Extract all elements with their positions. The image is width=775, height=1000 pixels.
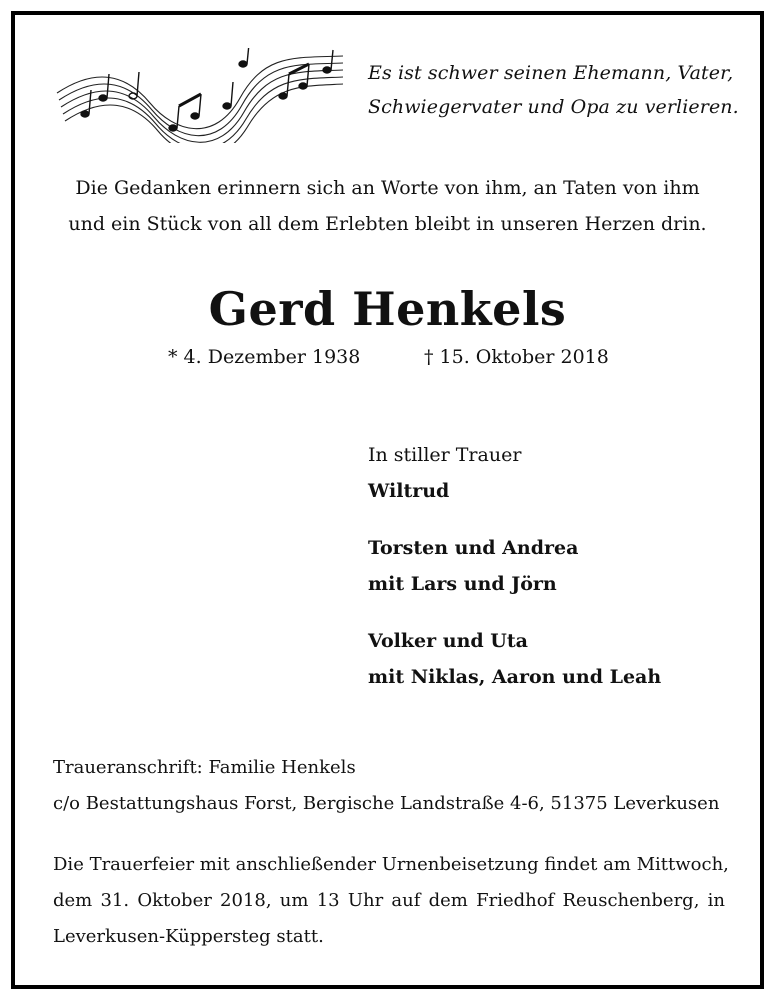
address-line-2: c/o Bestattungshaus Forst, Bergische Landstraße 4-6, 51375 Leverkusen [53, 793, 720, 814]
mourning-address [53, 750, 719, 822]
ceremony-line-2: dem 31. Oktober 2018, um 13 Uhr auf dem Friedhof Reuschenberg, in [53, 890, 725, 911]
mourner-line: Wiltrud [368, 480, 450, 502]
mourners-list [368, 441, 661, 699]
address-line-1: Traueranschrift: Familie Henkels [53, 757, 356, 778]
mourner-line: mit Niklas, Aaron und Leah [368, 666, 662, 688]
ceremony-line-1: Die Trauerfeier mit anschließender Urnenbeisetzung findet am Mittwoch, [53, 854, 729, 875]
mourners-heading: In stiller Trauer [368, 444, 522, 466]
birth-date: * 4. Dezember 1938 [168, 346, 361, 368]
mourner-line: Volker und Uta [368, 630, 528, 652]
ceremony-line-3: Leverkusen-Küppersteg statt. [53, 926, 324, 947]
quote-line-2: Schwiegervater und Opa zu verlieren. [368, 96, 739, 118]
intro-line-2: und ein Stück von all dem Erlebten bleibt in unseren Herzen drin. [68, 213, 707, 235]
deceased-name: Gerd Henkels [208, 282, 567, 336]
intro-text [0, 170, 775, 242]
ceremony-info [53, 847, 729, 955]
mourner-line: Torsten und Andrea [368, 537, 579, 559]
quote-line-1: Es ist schwer seinen Ehemann, Vater, [368, 62, 734, 84]
intro-line-1: Die Gedanken erinnern sich an Worte von ihm, an Taten von ihm [75, 177, 700, 199]
mourner-line: mit Lars und Jörn [368, 573, 557, 595]
music-notes-staff-icon [55, 48, 345, 143]
quote [368, 56, 758, 124]
death-date: † 15. Oktober 2018 [424, 346, 609, 368]
